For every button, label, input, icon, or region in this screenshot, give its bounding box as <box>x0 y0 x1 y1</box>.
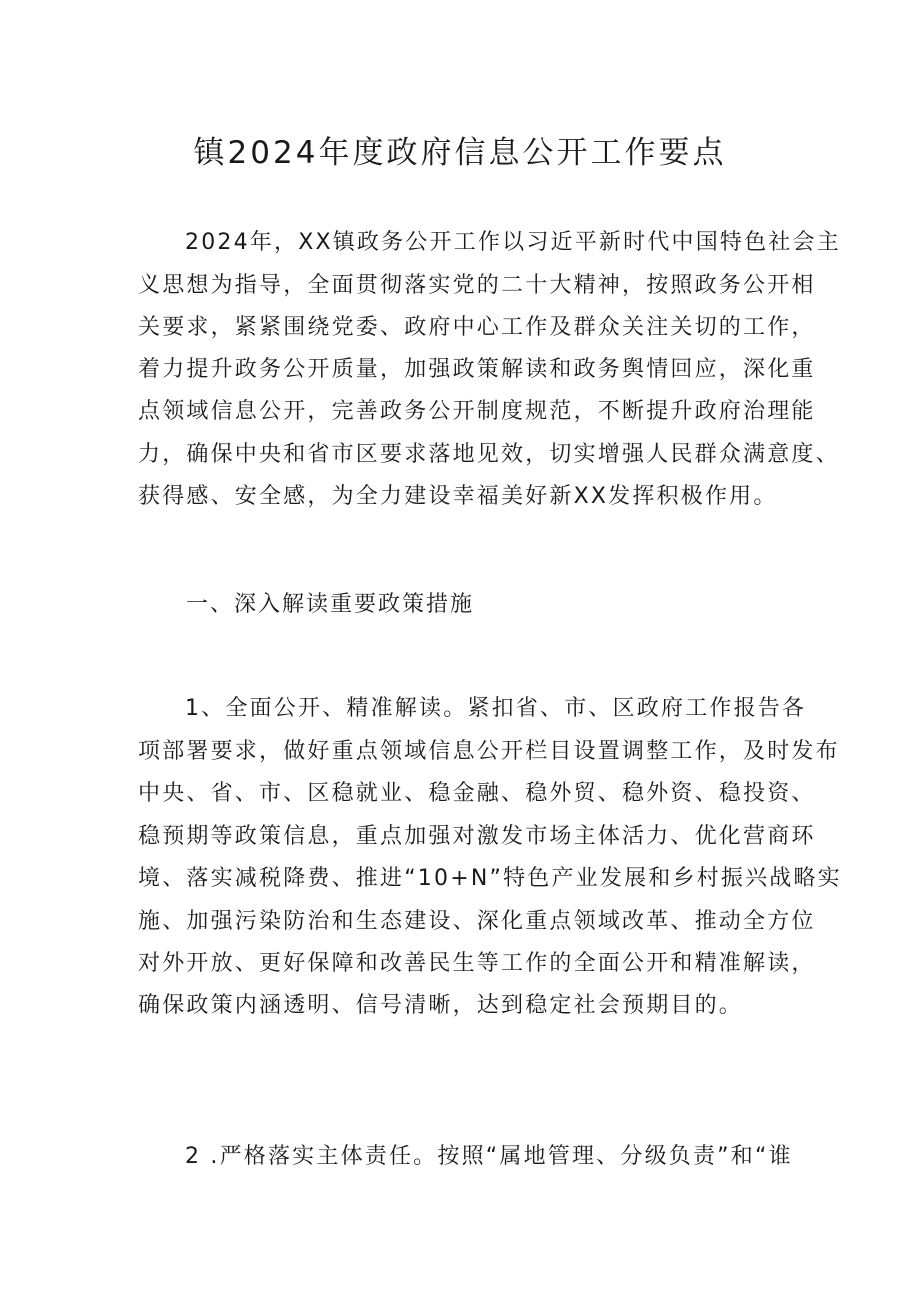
intro-line: 点领域信息公开，完善政务公开制度规范，不断提升政府治理能 <box>138 399 816 424</box>
intro-line: 着力提升政务公开质量，加强政策解读和政务舆情回应，深化重 <box>138 357 816 382</box>
item-line: 稳预期等政策信息，重点加强对激发市场主体活力、优化营商环 <box>138 824 816 849</box>
item-line: 施、加强污染防治和生态建设、深化重点领域改革、推动全方位 <box>138 909 816 934</box>
intro-line: 2024年，XX镇政务公开工作以习近平新时代中国特色社会主 <box>185 230 841 255</box>
intro-line: 关要求，紧紧围绕党委、政府中心工作及群众关注关切的工作， <box>138 315 816 340</box>
item-line: 确保政策内涵透明、信号清晰，达到稳定社会预期目的。 <box>138 993 744 1018</box>
item-line: 中央、省、市、区稳就业、稳金融、稳外贸、稳外资、稳投资、 <box>138 781 816 806</box>
item-line: 1、全面公开、精准解读。紧扣省、市、区政府工作报告各 <box>185 696 807 721</box>
item-line: 境、落实减税降费、推进“10+N”特色产业发展和乡村振兴战略实 <box>138 866 842 891</box>
document-title: 镇2024年度政府信息公开工作要点 <box>193 135 727 171</box>
item-line: 2 .严格落实主体责任。按照“属地管理、分级负责”和“谁 <box>185 1144 793 1169</box>
item-line: 对外开放、更好保障和改善民生等工作的全面公开和精准解读， <box>138 951 816 976</box>
section-heading: 一、深入解读重要政策措施 <box>186 592 475 617</box>
intro-line: 力，确保中央和省市区要求落地见效，切实增强人民群众满意度、 <box>138 442 840 467</box>
intro-line: 获得感、安全感，为全力建设幸福美好新XX发挥积极作用。 <box>138 484 778 509</box>
intro-line: 义思想为指导，全面贯彻落实党的二十大精神，按照政务公开相 <box>138 273 816 298</box>
item-line: 项部署要求，做好重点领域信息公开栏目设置调整工作，及时发布 <box>138 739 840 764</box>
